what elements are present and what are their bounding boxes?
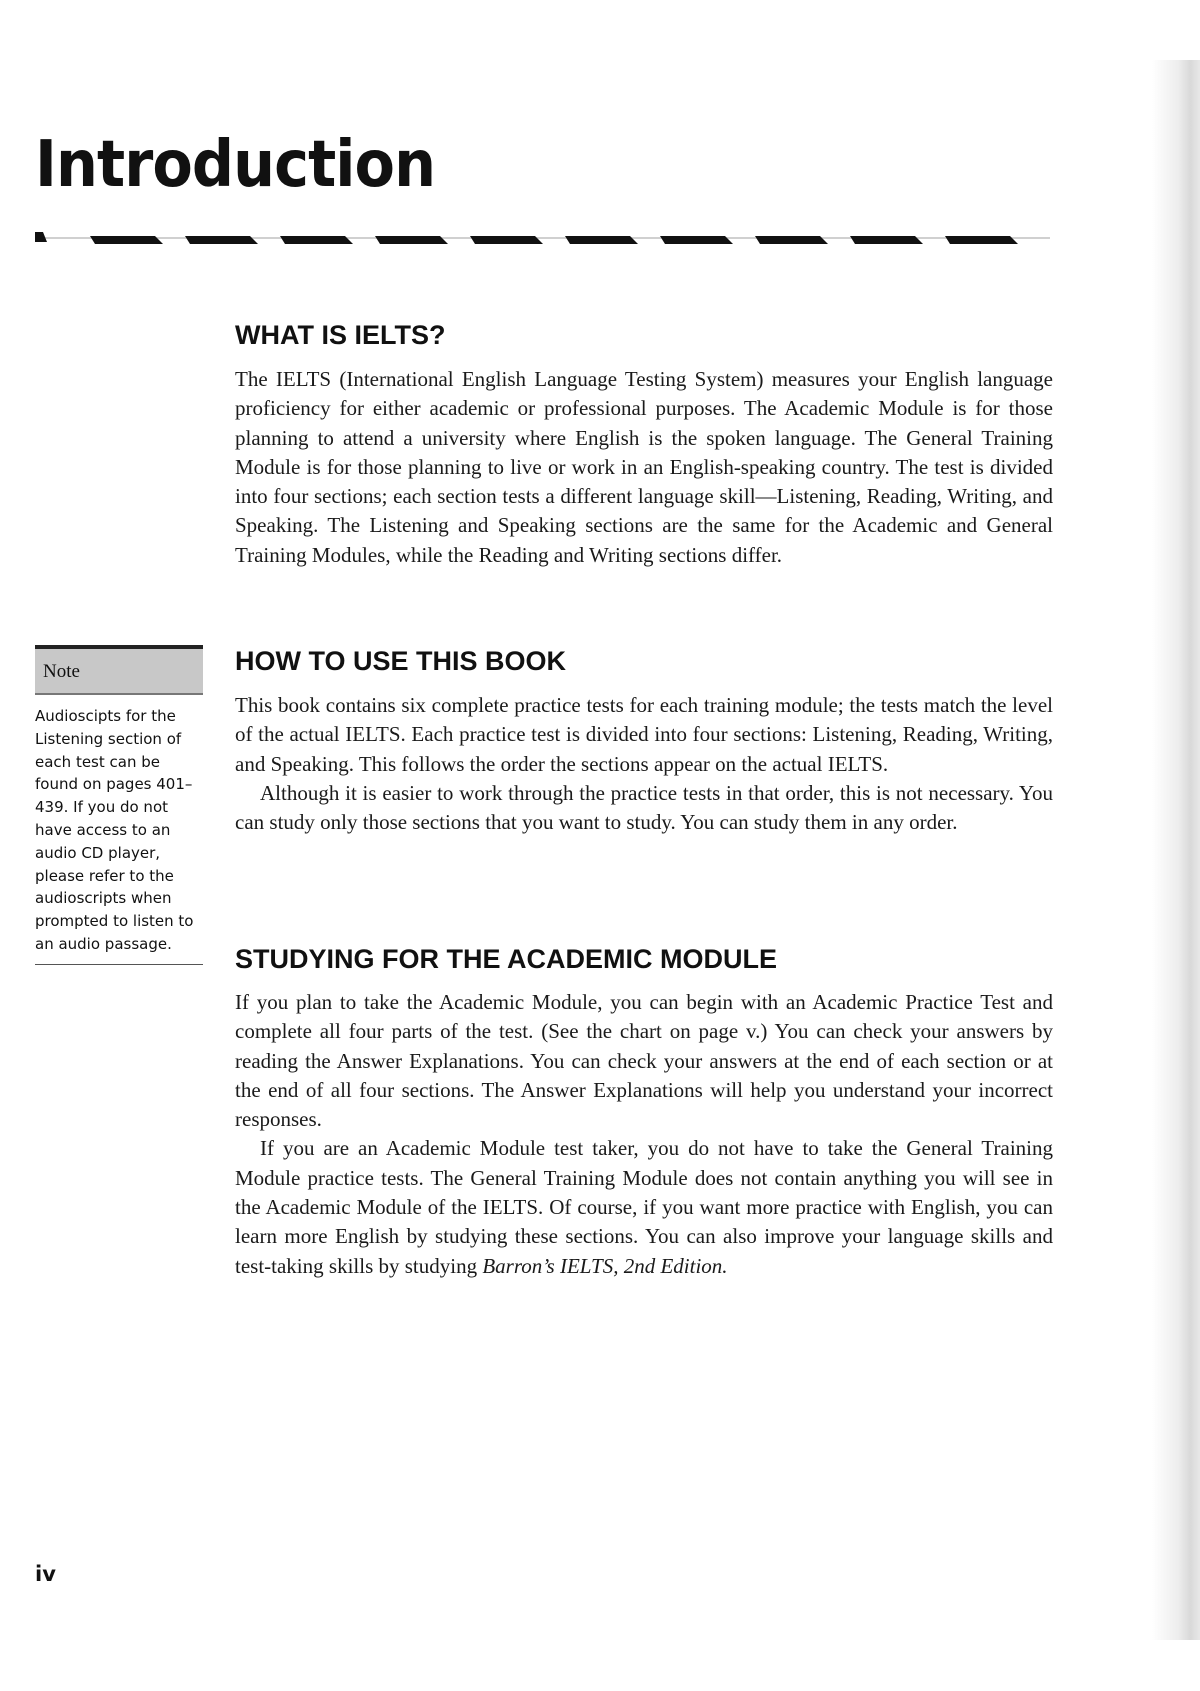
book-reference: Barron’s IELTS, 2nd Edition. [482,1253,728,1278]
title-dashed-rule [35,232,1050,252]
page-number: iv [35,1562,56,1586]
paragraph: This book contains six complete practice tests for each training module; the tests match the level of the actual IELTS. Each practice test is divided into four sections: Listening, Reading, Writing, and Speaking. This follows the order the sections appear on the actual IELTS. [235,693,1053,776]
section-body-academic-module [235,988,1053,1281]
paragraph [235,1134,1053,1280]
paragraph-text: If you are an Academic Module test taker, you do not have to take the General Training Module practice tests. The General Training Module does not contain anything you will see in the Academic Module of the IELTS. Of course, if you want more practice with English, you can learn more English by studying these sections. You can also improve your language skills and test-taking skills by studying [235,1136,1053,1278]
section-heading-how-to-use: HOW TO USE THIS BOOK [235,646,567,676]
section-heading-academic-module: STUDYING FOR THE ACADEMIC MODULE [235,944,777,974]
section-body-how-to-use [235,691,1053,837]
page-edge-shading [1152,60,1200,1640]
section-body-what-is-ielts [235,365,1053,570]
note-text: Audioscipts for the Listening section of each test can be found on pages 401–439. If you do not have access to an audio CD player, please refer to the audioscripts when prompted to listen to an audio passage. [35,705,203,965]
paragraph: Although it is easier to work through the practice tests in that order, this is not necessary. You can study only those sections that you want to study. You can study them in any order. [235,780,1053,835]
paragraph: If you plan to take the Academic Module, you can begin with an Academic Practice Test and complete all four parts of the test. (See the chart on page v.) You can check your answers by reading the Answer Explanations. You can check your answers at the end of each section or at the end of all four sections. The Answer Explanations will help you understand your incorrect responses. [235,990,1053,1132]
section-heading-what-is-ielts: WHAT IS IELTS? [235,320,446,350]
chapter-title: Introduction [35,128,436,202]
paragraph: The IELTS (International English Language Testing System) measures your English language proficiency for either academic or professional purposes. The Academic Module is for those planning to attend a university where English is the spoken language. The General Training Module is for those planning to live or work in an English-speaking country. The test is divided into four sections; each section tests a different language skill—Listening, Reading, Writing, and Speaking. The Listening and Speaking sections are the same for the Academic and General Training Modules, while the Reading and Writing sections differ. [235,367,1053,567]
note-label: Note [35,645,203,695]
side-note [35,645,203,965]
